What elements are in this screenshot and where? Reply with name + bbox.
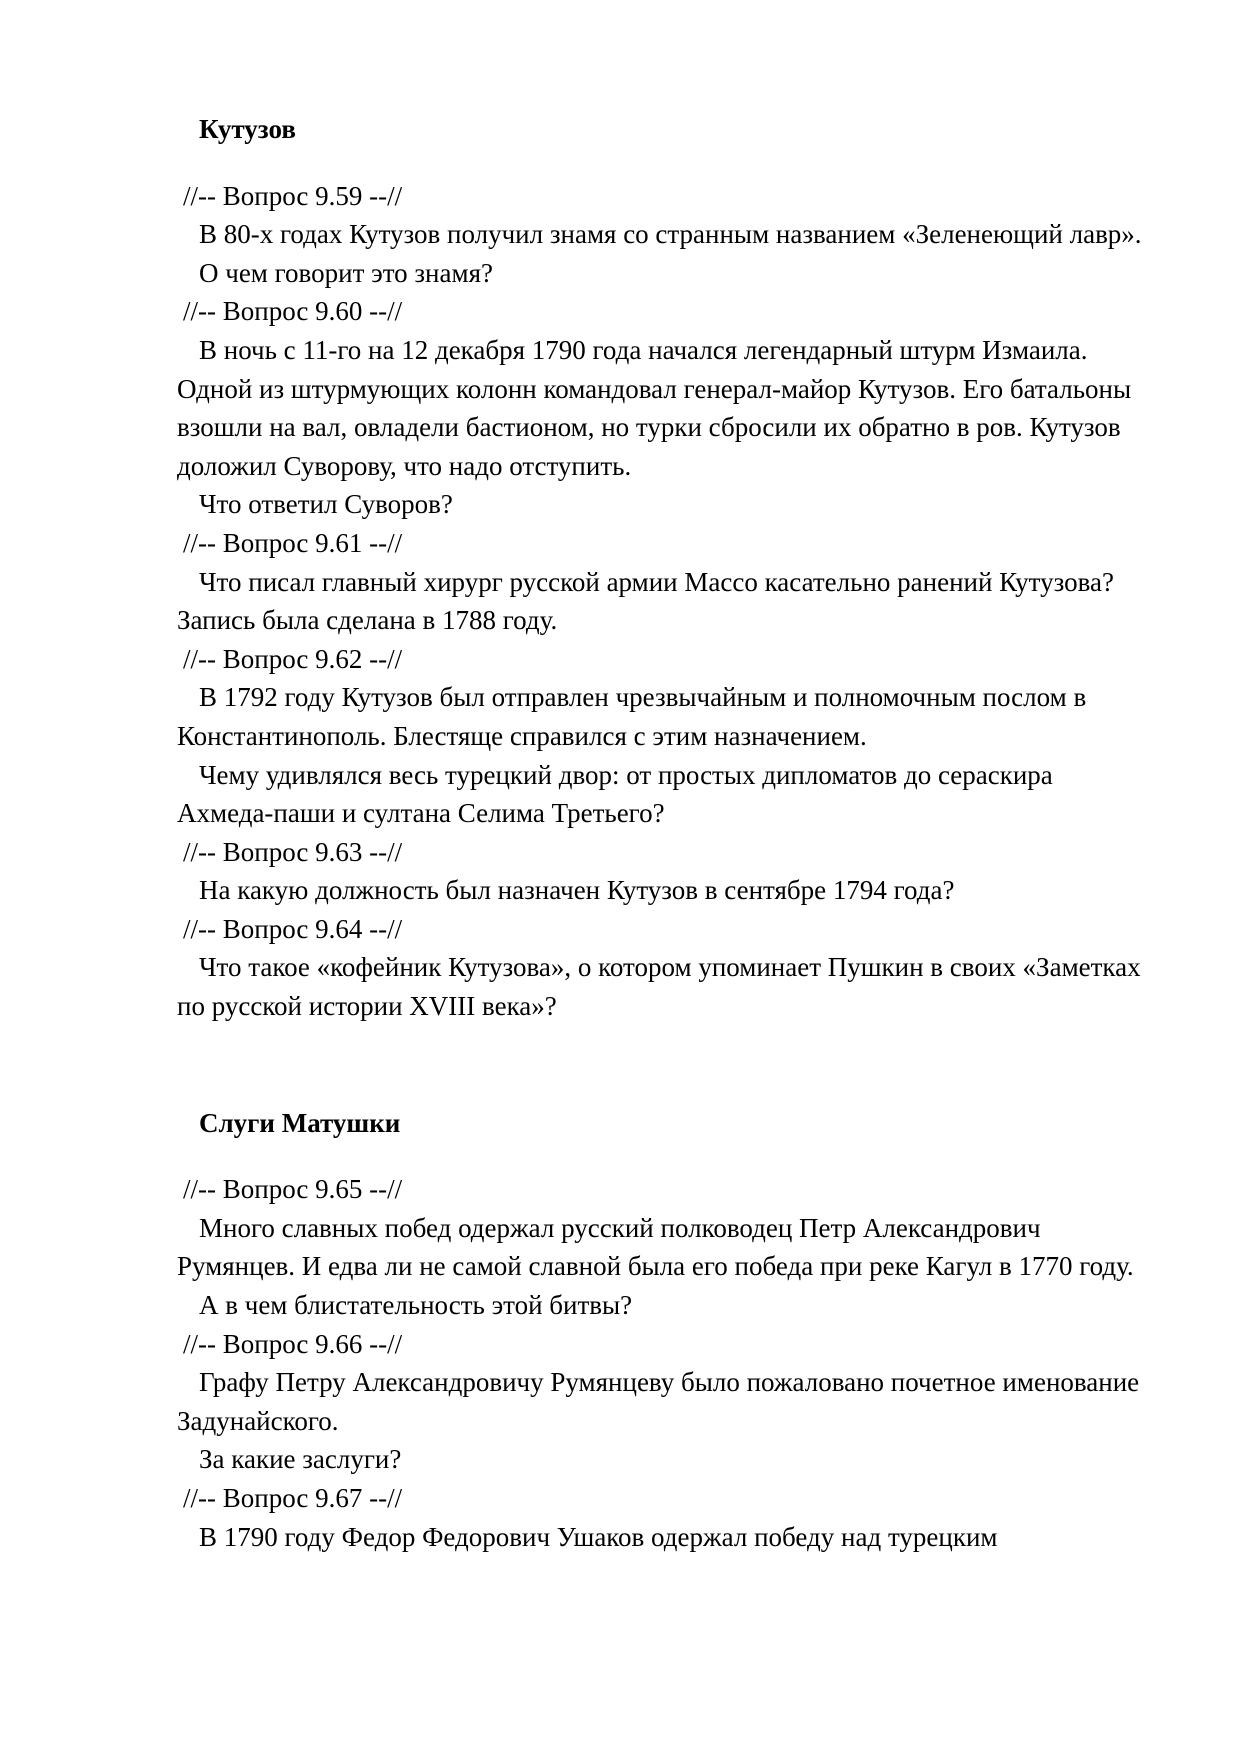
question-text: Чему удивлялся весь турецкий двор: от простых дипломатов до сераскира Ахмеда-паши и султана Селима Третьего? [177, 759, 1053, 829]
question-marker: //-- Вопрос 9.65 --// [183, 1174, 403, 1205]
question-block [177, 1325, 1152, 1479]
question-block [177, 1170, 1152, 1324]
question-text: В ночь с 11-го на 12 декабря 1790 года начался легендарный штурм Измаила. Одной из штурмующих колонн командовал генерал-майор Кутузов. Его батальоны взошли на вал, овладели бастионом, но турки сбросили их обратно в ров. Кутузов доложил Суворову, что надо отступить. [177, 334, 1132, 481]
question-block [177, 910, 1152, 1026]
section [177, 110, 1152, 1026]
question-text: В 1790 году Федор Федорович Ушаков одержал победу над турецким [199, 1521, 998, 1552]
section-heading: Кутузов [199, 114, 296, 144]
question-marker: //-- Вопрос 9.63 --// [183, 836, 403, 867]
question-text: На какую должность был назначен Кутузов в сентябре 1794 года? [199, 875, 955, 906]
question-text: В 80-х годах Кутузов получил знамя со странным названием «Зеленеющий лавр». [199, 219, 1142, 250]
question-marker: //-- Вопрос 9.61 --// [183, 527, 403, 558]
question-marker: //-- Вопрос 9.62 --// [183, 643, 403, 674]
question-block [177, 292, 1152, 524]
document-body [177, 110, 1152, 1556]
question-marker: //-- Вопрос 9.60 --// [183, 296, 403, 327]
question-block [177, 640, 1152, 833]
question-marker: //-- Вопрос 9.64 --// [183, 913, 403, 944]
question-text: Много славных побед одержал русский полководец Петр Александрович Румянцев. И едва ли не самой славной была его победа при реке Кагул в 1770 году. [177, 1212, 1134, 1282]
question-text: Что ответил Суворов? [199, 489, 453, 520]
question-block [177, 1479, 1152, 1556]
question-block [177, 524, 1152, 640]
question-text: За какие заслуги? [199, 1444, 402, 1475]
question-text: О чем говорит это знамя? [199, 257, 493, 288]
question-block [177, 177, 1152, 293]
question-marker: //-- Вопрос 9.66 --// [183, 1328, 403, 1359]
question-text: Графу Петру Александровичу Румянцеву было пожаловано почетное именование Задунайского. [177, 1367, 1140, 1436]
question-marker: //-- Вопрос 9.67 --// [183, 1483, 403, 1513]
question-text: Что такое «кофейник Кутузова», о котором упоминает Пушкин в своих «Заметках по русской истории XVIII века»? [177, 952, 1141, 1022]
question-text: Что писал главный хирург русской армии Массо касательно ранений Кутузова? Запись была сделана в 1788 году. [177, 566, 1114, 636]
question-marker: //-- Вопрос 9.59 --// [183, 180, 403, 211]
question-text: В 1792 году Кутузов был отправлен чрезвычайным и полномочным послом в Константинополь. Блестяще справился с этим назначением. [177, 682, 1087, 751]
section [177, 1104, 1152, 1557]
question-block [177, 833, 1152, 910]
question-text: А в чем блистательность этой битвы? [199, 1290, 633, 1321]
section-heading: Слуги Матушки [199, 1107, 401, 1138]
